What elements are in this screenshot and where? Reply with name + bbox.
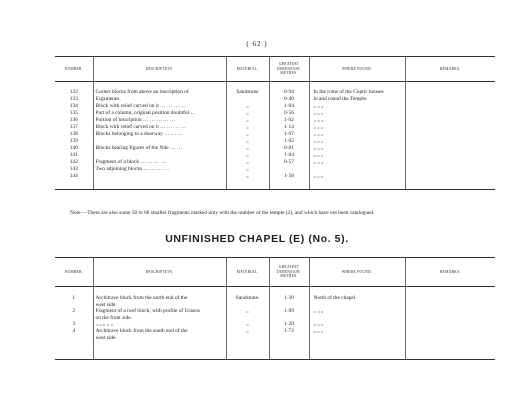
cell-number: 141 <box>69 152 78 158</box>
cell-remarks <box>405 308 495 315</box>
cell-where-found <box>309 315 405 322</box>
cell-description <box>93 138 226 145</box>
cell-number: 140 <box>69 145 78 151</box>
cell-material: „ <box>226 152 269 159</box>
catalogue-table-temple <box>55 56 495 190</box>
cell-description: Corner blocks from above an inscription of <box>93 82 226 97</box>
cell-dimension: 0·40 <box>269 96 309 103</box>
cell-dimension: 1·30 <box>269 287 309 302</box>
cell-where-found: „ „ „ <box>309 117 405 124</box>
cell-dimension: 1·20 <box>269 321 309 328</box>
cell-dimension: 1·09 <box>269 308 309 315</box>
cell-description: on the front side. <box>93 315 226 322</box>
table-row <box>55 145 495 152</box>
table-row <box>55 103 495 110</box>
table-row <box>55 159 495 166</box>
cell-dimension: 1·02 <box>269 138 309 145</box>
cell-where-found: „ „ „ <box>309 103 405 110</box>
cell-material: „ <box>226 328 269 335</box>
cell-dimension <box>269 335 309 360</box>
cell-remarks <box>405 103 495 110</box>
table-row <box>55 138 495 145</box>
cell-description: west side. <box>93 302 226 309</box>
cell-material: „ <box>226 145 269 152</box>
cell-material: Sandstone <box>226 82 269 97</box>
cell-number: 142 <box>69 159 78 165</box>
cell-description: Two adjoining blocks … … … … <box>93 166 226 173</box>
cell-description: Fragment of a roof block, with profile of Uraeus <box>93 308 226 315</box>
cell-material: „ <box>226 103 269 110</box>
cell-where-found: „ „ „ <box>309 328 405 335</box>
cell-where-found: „ „ „ <box>309 159 405 166</box>
cell-description: Blocks belonging to a doorway … … … <box>93 131 226 138</box>
cell-material: „ <box>226 173 269 190</box>
cell-remarks <box>405 159 495 166</box>
cell-material: „ <box>226 138 269 145</box>
cell-material: „ <box>226 124 269 131</box>
cell-remarks <box>405 138 495 145</box>
table-row <box>55 287 495 302</box>
cell-number: 133 <box>69 96 78 102</box>
cell-description: „ „ „ „ „ <box>93 321 226 328</box>
cell-number: 144 <box>55 173 93 190</box>
cell-number: 4 <box>72 327 76 334</box>
cell-where-found: „ „ „ <box>309 138 405 145</box>
cell-dimension: 0·94 <box>269 82 309 97</box>
cell-material: „ <box>226 117 269 124</box>
cell-remarks <box>405 287 495 302</box>
cell-remarks <box>405 96 495 103</box>
cell-where-found: „ „ „ <box>309 124 405 131</box>
header-where-found: WHERE FOUND. <box>309 258 405 287</box>
footnote: Note.—There are also some 50 to 60 smaller fragments marked only with the number of the temple (2), and which have not been catalogued. <box>70 210 375 216</box>
cell-where-found <box>309 335 405 360</box>
cell-material: „ <box>226 308 269 315</box>
table-row <box>55 96 495 103</box>
cell-number: 2 <box>72 308 76 315</box>
header-number: NUMBER. <box>55 258 93 287</box>
cell-dimension <box>269 166 309 173</box>
header-material: MATERIAL. <box>226 258 269 287</box>
cell-description: west side. <box>93 335 226 360</box>
cell-dimension <box>269 302 309 309</box>
cell-where-found: „ „ „ <box>309 308 405 315</box>
cell-dimension <box>269 315 309 322</box>
cell-description: Ergamenes. <box>93 96 226 103</box>
cell-number: 138 <box>69 131 78 137</box>
cell-where-found: „ „ „ <box>309 321 405 328</box>
cell-description: Block with relief carved on it … … … … <box>93 103 226 110</box>
cell-where-found: „ „ „ <box>309 145 405 152</box>
table-row <box>55 124 495 131</box>
header-number: NUMBER. <box>55 57 93 82</box>
cell-description: Blocks bearing figures of the Nile … … <box>93 145 226 152</box>
cell-dimension: 1·07 <box>269 131 309 138</box>
cell-material <box>226 96 269 103</box>
table-row <box>55 173 495 190</box>
table-header-row <box>55 258 495 287</box>
cell-dimension: 0·57 <box>269 159 309 166</box>
cell-description: Architrave block from the north end of the <box>93 287 226 302</box>
header-remarks: REMARKS. <box>405 57 495 82</box>
cell-number: 136 <box>69 117 78 123</box>
cell-number <box>55 302 93 309</box>
cell-dimension: 1·04 <box>269 152 309 159</box>
header-remarks: REMARKS. <box>405 258 495 287</box>
table-row <box>55 308 495 315</box>
table-row <box>55 328 495 335</box>
cell-description: Portion of inscription … … … … … <box>93 117 226 124</box>
cell-remarks <box>405 173 495 190</box>
cell-number: 135 <box>69 110 78 116</box>
cell-material: „ <box>226 159 269 166</box>
table-row <box>55 166 495 173</box>
header-description: DESCRIPTION. <box>93 57 226 82</box>
header-dimension: GREATEST DIMENSION. METRES. <box>269 258 309 287</box>
cell-description: Block with relief carved on it … … … … <box>93 124 226 131</box>
cell-number: 143 <box>69 166 78 172</box>
table-row <box>55 82 495 97</box>
cell-dimension: 0·81 <box>269 145 309 152</box>
cell-remarks <box>405 110 495 117</box>
cell-remarks <box>405 145 495 152</box>
cell-where-found: North of the chapel. <box>309 287 405 302</box>
cell-material: „ <box>226 110 269 117</box>
cell-number <box>55 315 93 322</box>
cell-dimension: 0·56 <box>269 110 309 117</box>
cell-material: Sandstone. <box>226 287 269 302</box>
cell-where-found: „ „ „ <box>309 110 405 117</box>
cell-remarks <box>405 117 495 124</box>
header-dimension: GREATEST DIMENSION. METRES. <box>269 57 309 82</box>
cell-dimension: 1·04 <box>269 103 309 110</box>
cell-material <box>226 302 269 309</box>
cell-number: 1 <box>72 295 76 301</box>
cell-number: 132 <box>69 89 78 95</box>
table-row <box>55 117 495 124</box>
cell-remarks <box>405 321 495 328</box>
cell-description: Fragment of a block … … … … <box>93 159 226 166</box>
cell-description: Architrave block from the south end of the <box>93 328 226 335</box>
table-row <box>55 110 495 117</box>
cell-description <box>93 152 226 159</box>
table-header-row <box>55 57 495 82</box>
page-number: ( 62 ) <box>246 40 268 48</box>
section-heading: UNFINISHED CHAPEL (E) (No. 5). <box>165 233 349 245</box>
cell-remarks <box>405 302 495 309</box>
cell-description: Part of a column, original position doubtful … <box>93 110 226 117</box>
cell-description <box>93 173 226 190</box>
cell-number: 139 <box>69 138 78 144</box>
cell-where-found: In the ruins of the Coptic houses <box>309 82 405 97</box>
cell-dimension: 1·58 <box>269 173 309 190</box>
cell-remarks <box>405 124 495 131</box>
table-row <box>55 131 495 138</box>
cell-material: „ <box>226 166 269 173</box>
cell-remarks <box>405 335 495 360</box>
cell-remarks <box>405 315 495 322</box>
cell-where-found: „ „ „ <box>309 152 405 159</box>
cell-remarks <box>405 152 495 159</box>
header-where-found: WHERE FOUND. <box>309 57 405 82</box>
cell-where-found <box>309 302 405 309</box>
table-row <box>55 152 495 159</box>
cell-number: 134 <box>69 103 78 109</box>
catalogue-table-chapel <box>55 257 495 360</box>
cell-remarks <box>405 131 495 138</box>
table-row <box>55 315 495 322</box>
cell-number <box>55 335 93 360</box>
header-material: MATERIAL. <box>226 57 269 82</box>
table-row <box>55 321 495 328</box>
table-row <box>55 335 495 360</box>
cell-where-found: „ „ „ <box>309 131 405 138</box>
header-description: DESCRIPTION. <box>93 258 226 287</box>
cell-material <box>226 335 269 360</box>
cell-remarks <box>405 328 495 335</box>
cell-number: 137 <box>69 124 78 130</box>
cell-number: 3 <box>72 321 76 328</box>
cell-dimension: 1·14 <box>269 124 309 131</box>
cell-material: „ <box>226 321 269 328</box>
cell-dimension: 1·02 <box>269 117 309 124</box>
cell-remarks <box>405 82 495 97</box>
cell-where-found: „ „ „ <box>309 173 405 190</box>
cell-material <box>226 315 269 322</box>
cell-dimension: 1·72 <box>269 328 309 335</box>
cell-where-found <box>309 166 405 173</box>
cell-where-found: in and round the Temple. <box>309 96 405 103</box>
cell-remarks <box>405 166 495 173</box>
cell-material: „ <box>226 131 269 138</box>
table-row <box>55 302 495 309</box>
